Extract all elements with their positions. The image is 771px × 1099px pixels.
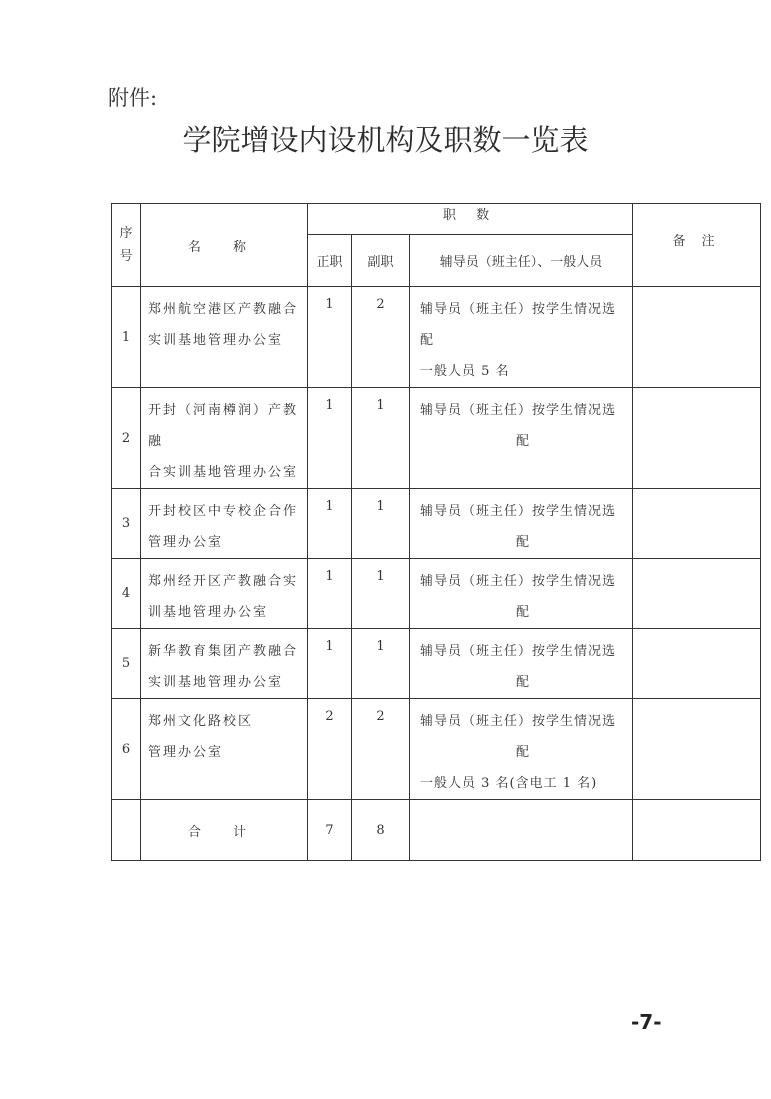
row-staff <box>410 559 633 629</box>
row-name-line: 开封校区中专校企合作 <box>148 504 299 519</box>
row-note <box>633 559 761 629</box>
row-staff-line: 一般人员 3 名(含电工 1 名) <box>420 776 598 791</box>
row-chief: 2 <box>308 699 352 800</box>
row-staff-line: 配 <box>420 333 435 348</box>
row-staff <box>410 489 633 559</box>
row-chief: 1 <box>308 559 352 629</box>
row-name-line: 开封（河南樽润）产教融 <box>148 403 299 449</box>
row-name-line: 管理办公室 <box>148 745 224 760</box>
row-name <box>141 699 308 800</box>
table-row <box>112 559 761 629</box>
row-name <box>141 489 308 559</box>
row-deputy: 1 <box>352 388 410 489</box>
row-name <box>141 629 308 699</box>
row-note <box>633 388 761 489</box>
row-staff-line: 辅导员（班主任）按学生情况选 <box>420 403 617 418</box>
row-staff-line: 配 <box>516 605 531 620</box>
row-staff-line: 辅导员（班主任）按学生情况选 <box>420 504 617 519</box>
header-seq-bottom: 号 <box>119 249 133 264</box>
table-row <box>112 629 761 699</box>
row-note <box>633 287 761 388</box>
page-title: 学院增设内设机构及职数一览表 <box>182 123 589 157</box>
row-staff-line: 配 <box>516 745 531 760</box>
row-deputy: 2 <box>352 699 410 800</box>
row-staff-line: 辅导员（班主任）按学生情况选 <box>420 574 617 589</box>
row-chief: 1 <box>308 388 352 489</box>
row-name <box>141 287 308 388</box>
total-seq <box>112 800 141 861</box>
row-name-line: 新华教育集团产教融合 <box>148 644 299 659</box>
row-name-line: 实训基地管理办公室 <box>148 333 284 348</box>
header-deputy: 副职 <box>352 235 410 287</box>
row-seq: 5 <box>112 629 141 699</box>
row-chief: 1 <box>308 489 352 559</box>
row-staff <box>410 699 633 800</box>
row-staff <box>410 629 633 699</box>
row-staff <box>410 287 633 388</box>
row-staff-line: 一般人员 5 名 <box>420 364 510 379</box>
header-staff: 辅导员（班主任）、一般人员 <box>410 235 633 287</box>
row-name-line: 郑州经开区产教融合实 <box>148 574 299 589</box>
row-staff-line: 辅导员（班主任）按学生情况选 <box>420 714 617 729</box>
row-chief: 1 <box>308 287 352 388</box>
row-deputy: 1 <box>352 629 410 699</box>
total-staff <box>410 800 633 861</box>
table-row <box>112 388 761 489</box>
row-seq: 6 <box>112 699 141 800</box>
row-name-line: 郑州文化路校区 <box>148 714 254 729</box>
row-staff-line: 配 <box>516 535 531 550</box>
row-name <box>141 388 308 489</box>
row-name <box>141 559 308 629</box>
row-seq: 1 <box>112 287 141 388</box>
row-name-line: 实训基地管理办公室 <box>148 675 284 690</box>
total-row <box>112 800 761 861</box>
row-deputy: 2 <box>352 287 410 388</box>
total-deputy: 8 <box>352 800 410 861</box>
row-deputy: 1 <box>352 559 410 629</box>
row-deputy: 1 <box>352 489 410 559</box>
row-note <box>633 699 761 800</box>
positions-table <box>111 203 761 861</box>
row-seq: 3 <box>112 489 141 559</box>
row-seq: 2 <box>112 388 141 489</box>
row-name-line: 管理办公室 <box>148 535 224 550</box>
row-name-line: 合实训基地管理办公室 <box>148 465 299 480</box>
row-chief: 1 <box>308 629 352 699</box>
row-staff-line: 配 <box>516 434 531 449</box>
page-number: -7- <box>631 1010 662 1034</box>
row-name-line: 郑州航空港区产教融合 <box>148 302 299 317</box>
total-chief: 7 <box>308 800 352 861</box>
row-seq: 4 <box>112 559 141 629</box>
row-note <box>633 489 761 559</box>
header-seq-top: 序 <box>119 226 133 241</box>
header-note: 备 注 <box>633 204 761 287</box>
total-note <box>633 800 761 861</box>
row-staff <box>410 388 633 489</box>
row-staff-line: 辅导员（班主任）按学生情况选 <box>420 644 617 659</box>
header-name: 名 称 <box>141 204 308 287</box>
table-row <box>112 699 761 800</box>
table-row <box>112 489 761 559</box>
total-label: 合 计 <box>141 800 308 861</box>
row-note <box>633 629 761 699</box>
row-staff-line: 配 <box>516 675 531 690</box>
header-chief: 正职 <box>308 235 352 287</box>
header-positions: 职 数 <box>308 204 633 235</box>
table-row <box>112 287 761 388</box>
header-seq <box>112 204 141 287</box>
attachment-label: 附件: <box>108 86 158 110</box>
row-name-line: 训基地管理办公室 <box>148 605 269 620</box>
row-staff-line: 辅导员（班主任）按学生情况选 <box>420 302 617 317</box>
